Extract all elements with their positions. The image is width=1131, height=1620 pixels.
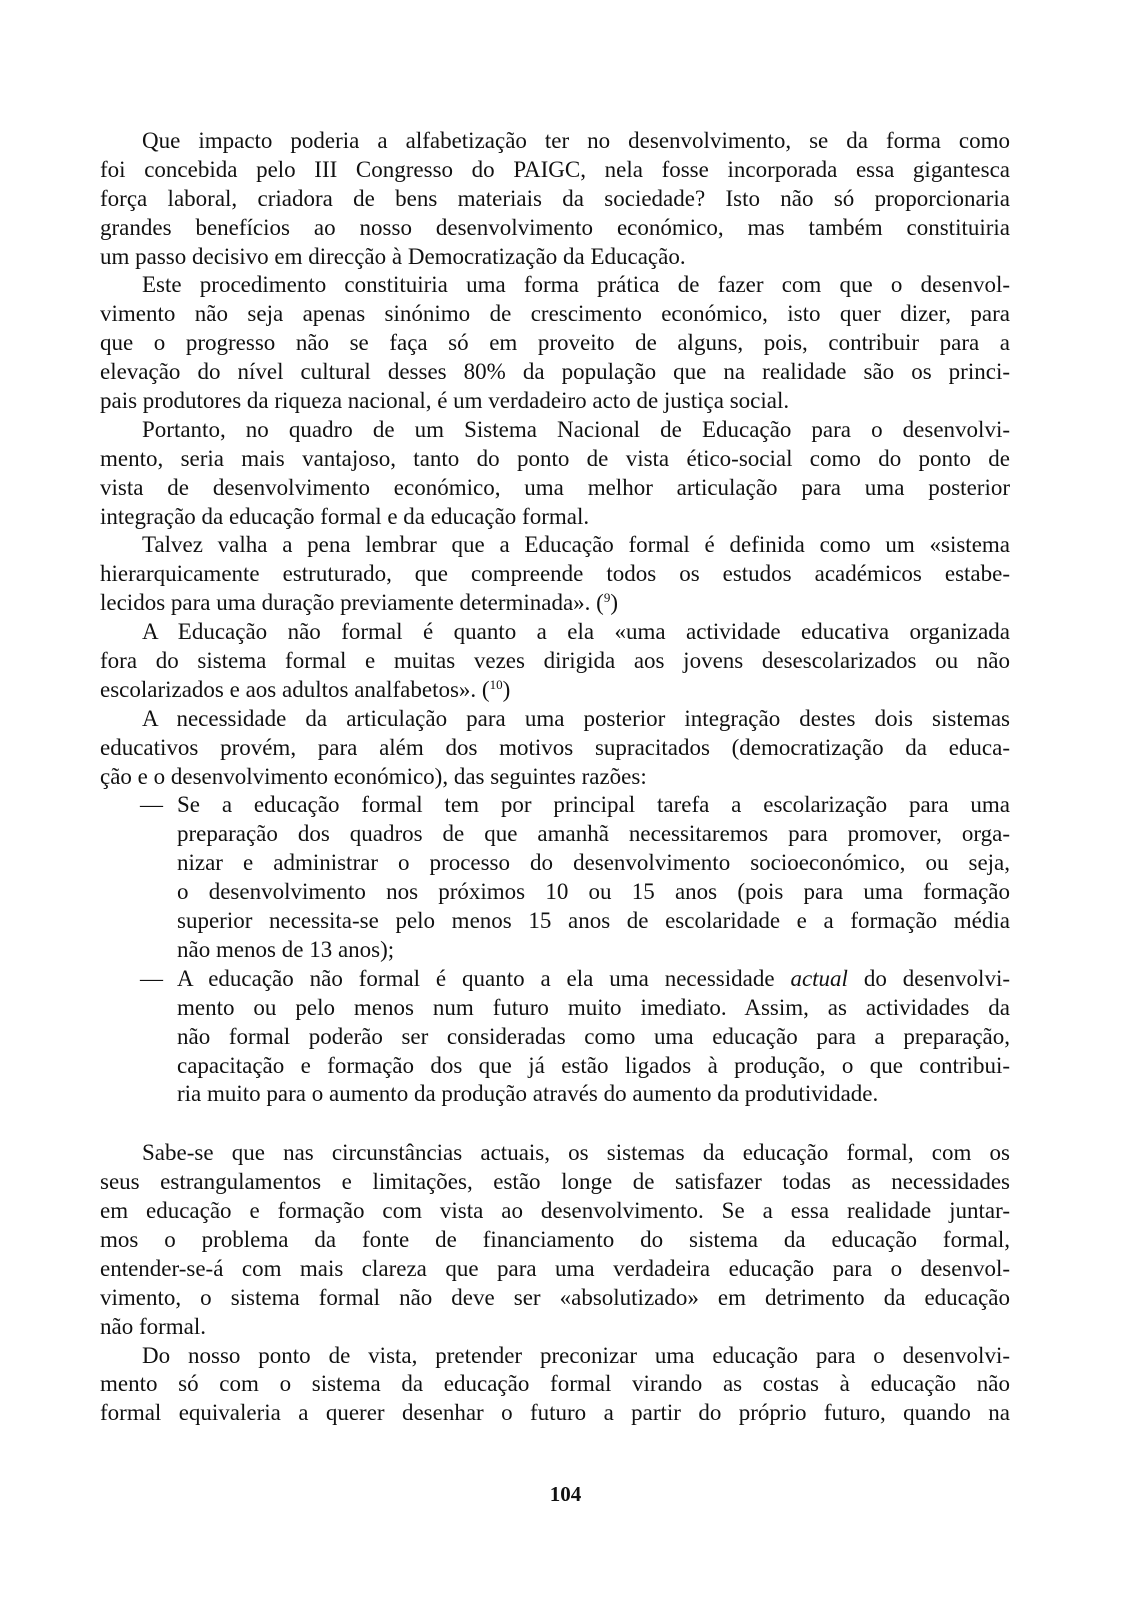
- text-line: que o progresso não se faça só em proveito de alguns, pois, contribuir para a: [100, 330, 1010, 356]
- text-line: Se a educação formal tem por principal tarefa a escolarização para uma: [177, 792, 1010, 818]
- text-line: pais produtores da riqueza nacional, é um verdadeiro acto de justiça social.: [100, 388, 790, 414]
- text-line: Portanto, no quadro de um Sistema Nacional de Educação para o desenvolvi-: [142, 416, 1010, 442]
- emphasis: actual: [790, 965, 848, 991]
- list-item: [100, 965, 1010, 1109]
- footnote-ref: 9: [603, 590, 611, 606]
- text-line: vimento, o sistema formal não deve ser «absolutizado» em detrimento da educação: [100, 1284, 1010, 1310]
- paragraph-gap: [100, 1109, 1010, 1139]
- text-line: vista de desenvolvimento económico, uma melhor articulação para uma posterior: [100, 474, 1010, 500]
- text-line: Talvez valha a pena lembrar que a Educação formal é definida como um «sistema: [142, 532, 1010, 558]
- paragraph: [100, 271, 1010, 415]
- text-line: mento só com o sistema da educação formal virando as costas à educação não: [100, 1371, 1010, 1397]
- page-number: 104: [549, 1482, 582, 1506]
- paragraph: [100, 416, 1010, 532]
- text-segment: escolarizados e aos adultos analfabetos». (: [100, 676, 490, 702]
- text-segment: lecidos para uma duração previamente determinada». (: [100, 590, 604, 616]
- text-line: [177, 965, 1010, 994]
- paragraph: [100, 618, 1010, 705]
- dash-bullet: —: [140, 792, 163, 818]
- text-line: capacitação e formação dos que já estão ligados à produção, o que contribui-: [177, 1052, 1010, 1078]
- text-line: elevação do nível cultural desses 80% da população que na realidade são os princi-: [100, 359, 1010, 385]
- text-line: [100, 676, 1010, 705]
- text-line: preparação dos quadros de que amanhã necessitaremos para promover, orga-: [177, 821, 1010, 847]
- text-line: fora do sistema formal e muitas vezes dirigida aos jovens desescolarizados ou não: [100, 648, 1010, 674]
- paragraph: [100, 705, 1010, 792]
- text-line: não formal.: [100, 1313, 207, 1339]
- text-line: em educação e formação com vista ao desenvolvimento. Se a essa realidade juntar-: [100, 1198, 1010, 1224]
- footnote-ref: 10: [489, 676, 503, 692]
- text-line: mos o problema da fonte de financiamento do sistema da educação formal,: [100, 1226, 1010, 1252]
- text-line: não formal poderão ser consideradas como uma educação para a preparação,: [177, 1023, 1010, 1049]
- text-line: grandes benefícios ao nosso desenvolvimento económico, mas também constituiria: [100, 214, 1010, 240]
- text-line: A necessidade da articulação para uma posterior integração destes dois sistemas: [142, 705, 1010, 731]
- text-line: um passo decisivo em direcção à Democratização da Educação.: [100, 243, 686, 269]
- text-line: vimento não seja apenas sinónimo de crescimento económico, isto quer dizer, para: [100, 301, 1010, 327]
- text-line: não menos de 13 anos);: [177, 936, 395, 962]
- text-line: integração da educação formal e da educação formal.: [100, 503, 590, 529]
- text-line: Este procedimento constituiria uma forma prática de fazer com que o desenvol-: [142, 272, 1010, 298]
- document-body: [100, 127, 1010, 1428]
- paragraph: [100, 531, 1010, 618]
- text-line: mento, seria mais vantajoso, tanto do ponto de vista ético-social como do ponto de: [100, 445, 1010, 471]
- text-line: Que impacto poderia a alfabetização ter no desenvolvimento, se da forma como: [142, 128, 1010, 153]
- text-segment: do desenvolvi-: [847, 965, 1010, 991]
- text-line: A Educação não formal é quanto a ela «uma actividade educativa organizada: [142, 619, 1010, 645]
- text-segment: ): [610, 590, 619, 616]
- paragraph: [100, 127, 1010, 271]
- dash-bullet: —: [140, 965, 163, 991]
- text-line: [100, 589, 1010, 618]
- list-item: [100, 791, 1010, 964]
- text-line: Sabe-se que nas circunstâncias actuais, os sistemas da educação formal, com os: [142, 1140, 1010, 1166]
- text-segment: ): [502, 676, 511, 702]
- text-line: seus estrangulamentos e limitações, estão longe de satisfazer todas as necessidades: [100, 1169, 1010, 1195]
- text-line: ria muito para o aumento da produção através do aumento da produtividade.: [177, 1081, 879, 1107]
- text-line: entender-se-á com mais clareza que para uma verdadeira educação para o desenvol-: [100, 1255, 1010, 1281]
- text-line: hierarquicamente estruturado, que compreende todos os estudos académicos estabe-: [100, 561, 1010, 587]
- text-line: força laboral, criadora de bens materiais da sociedade? Isto não só proporcionaria: [100, 185, 1010, 211]
- text-line: ção e o desenvolvimento económico), das seguintes razões:: [100, 763, 647, 789]
- text-line: educativos provém, para além dos motivos supracitados (democratização da educa-: [100, 734, 1010, 760]
- text-line: superior necessita-se pelo menos 15 anos de escolaridade e a formação média: [177, 908, 1010, 934]
- text-line: mento ou pelo menos num futuro muito imediato. Assim, as actividades da: [177, 994, 1010, 1020]
- paragraph: [100, 1139, 1010, 1341]
- text-segment: A educação não formal é quanto a ela uma necessidade: [177, 965, 791, 991]
- text-line: nizar e administrar o processo do desenvolvimento socioeconómico, ou seja,: [177, 850, 1010, 876]
- text-line: foi concebida pelo III Congresso do PAIGC, nela fosse incorporada essa gigantesca: [100, 156, 1010, 182]
- text-line: Do nosso ponto de vista, pretender preconizar uma educação para o desenvolvi-: [142, 1342, 1010, 1368]
- text-line: formal equivaleria a querer desenhar o futuro a partir do próprio futuro, quando na: [100, 1400, 1010, 1426]
- paragraph: [100, 1342, 1010, 1429]
- text-line: o desenvolvimento nos próximos 10 ou 15 anos (pois para uma formação: [177, 879, 1010, 905]
